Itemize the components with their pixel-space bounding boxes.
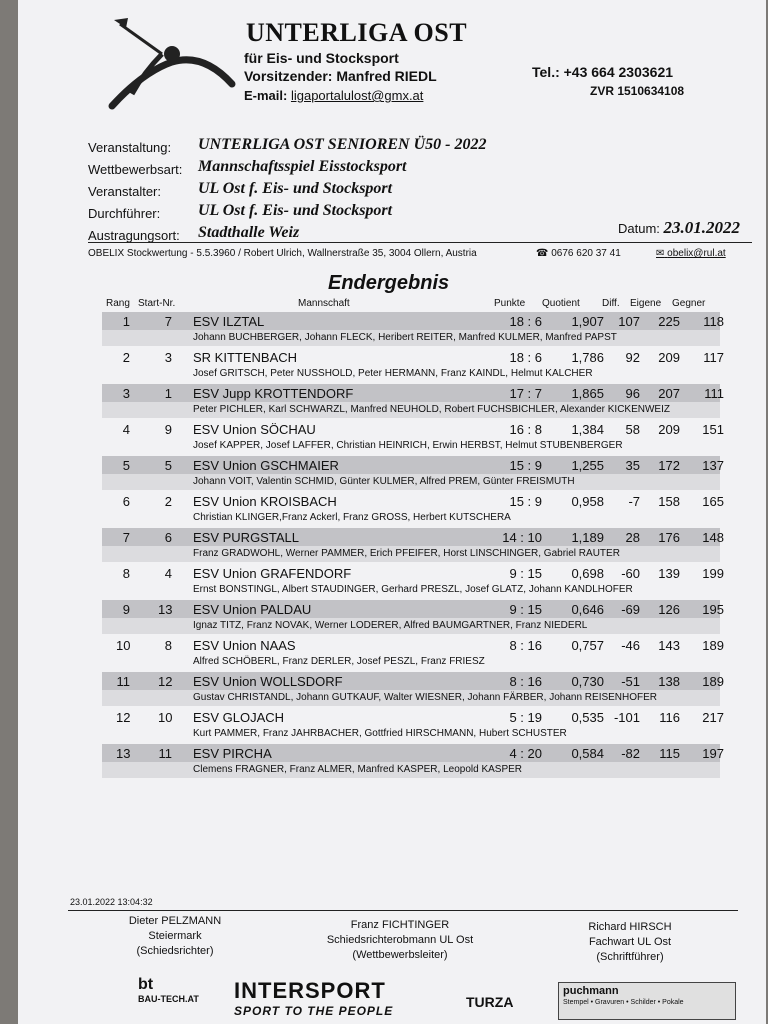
cell-rang: 12 <box>116 710 131 725</box>
software-line <box>88 248 752 259</box>
cell-eigene: 176 <box>658 530 680 545</box>
cell-start: 9 <box>164 422 172 437</box>
phone-text: 0676 620 37 41 <box>551 248 621 259</box>
cell-gegner: 151 <box>702 422 724 437</box>
cell-punkte: 5 : 19 <box>509 710 542 725</box>
cell-quotient: 0,730 <box>571 674 604 689</box>
cell-punkte: 18 : 6 <box>509 314 542 329</box>
chair-label: Vorsitzender: <box>244 68 333 84</box>
cell-punkte: 16 : 8 <box>509 422 542 437</box>
signature-referee <box>110 914 240 959</box>
cell-rang: 6 <box>122 494 130 509</box>
intersport-logo-text: INTERSPORT <box>234 978 386 1003</box>
col-start: Start-Nr. <box>138 298 176 309</box>
cell-name: SR KITTENBACH <box>193 350 298 365</box>
cell-gegner: 148 <box>702 530 724 545</box>
team-players: Alfred SCHÖBERL, Franz DERLER, Josef PESZL, Franz FRIESZ <box>193 656 485 667</box>
cell-quotient: 1,786 <box>571 350 604 365</box>
cell-start: 7 <box>164 314 172 329</box>
signature-secretary <box>560 920 700 965</box>
team-row <box>102 456 724 490</box>
sponsor-bautech <box>138 976 199 1004</box>
obelix-email-link[interactable] <box>656 248 726 259</box>
col-quotient: Quotient <box>542 298 580 309</box>
sponsor-intersport <box>234 978 393 1018</box>
result-sheet <box>18 0 766 1024</box>
team-players: Christian KLINGER,Franz Ackerl, Franz GROSS, Herbert KUTSCHERA <box>193 512 511 523</box>
sig-name: Franz FICHTINGER <box>350 919 450 931</box>
cell-diff: 92 <box>625 350 640 365</box>
cell-name: ESV PURGSTALL <box>193 530 299 545</box>
cell-quotient: 1,189 <box>571 530 604 545</box>
cell-eigene: 172 <box>658 458 680 473</box>
team-row <box>102 744 724 778</box>
cell-start: 6 <box>164 530 172 545</box>
info-label: Veranstalter: <box>88 184 161 199</box>
team-players: Peter PICHLER, Karl SCHWARZL, Manfred NEUHOLD, Robert FUCHSBICHLER, Alexander KICKENWEIZ <box>193 404 670 415</box>
cell-punkte: 9 : 15 <box>509 566 542 581</box>
cell-start: 5 <box>164 458 172 473</box>
sig-function: (Schiedsrichter) <box>136 945 214 957</box>
info-value: Stadthalle Weiz <box>198 224 300 241</box>
cell-diff: -60 <box>621 566 640 581</box>
cell-rang: 7 <box>122 530 130 545</box>
team-row <box>102 312 724 346</box>
cell-start: 8 <box>164 638 172 653</box>
sig-function: (Schriftführer) <box>596 951 664 963</box>
league-title: UNTERLIGA OST <box>246 18 468 47</box>
team-players: Johann VOIT, Valentin SCHMID, Günter KULMER, Alfred PREM, Günter FREISMUTH <box>193 476 575 487</box>
cell-name: ESV Jupp KROTTENDORF <box>193 386 354 401</box>
sig-function: (Wettbewerbsleiter) <box>352 949 448 961</box>
col-team: Mannschaft <box>298 298 350 309</box>
team-players: Ignaz TITZ, Franz NOVAK, Werner LODERER, Alfred BAUMGARTNER, Franz NIEDERL <box>193 620 588 631</box>
puchmann-tagline: Stempel • Gravuren • Schilder • Pokale <box>563 999 684 1006</box>
team-row <box>102 708 724 742</box>
cell-start: 13 <box>158 602 173 617</box>
info-value: UNTERLIGA OST SENIOREN Ü50 - 2022 <box>198 136 487 153</box>
cell-rang: 9 <box>122 602 130 617</box>
cell-start: 11 <box>158 746 172 761</box>
divider <box>88 242 752 243</box>
cell-name: ESV PIRCHA <box>193 746 272 761</box>
team-players: Clemens FRAGNER, Franz ALMER, Manfred KASPER, Leopold KASPER <box>193 764 523 775</box>
cell-eigene: 126 <box>658 602 680 617</box>
team-players: Kurt PAMMER, Franz JAHRBACHER, Gottfried HIRSCHMANN, Hubert SCHUSTER <box>193 728 567 739</box>
cell-quotient: 1,384 <box>571 422 604 437</box>
cell-rang: 10 <box>116 638 131 653</box>
cell-rang: 13 <box>116 746 131 761</box>
phone-icon: ☎ <box>536 248 549 259</box>
team-players: Gustav CHRISTANDL, Johann GUTKAUF, Walter WIESNER, Johann FÄRBER, Johann REISENHOFER <box>193 692 658 703</box>
cell-gegner: 117 <box>703 350 724 365</box>
cell-eigene: 225 <box>658 314 680 329</box>
cell-rang: 2 <box>122 350 130 365</box>
cell-quotient: 0,698 <box>571 566 604 581</box>
cell-gegner: 111 <box>704 386 724 401</box>
cell-name: ESV ILZTAL <box>193 314 265 329</box>
cell-gegner: 197 <box>702 746 724 761</box>
cell-quotient: 0,958 <box>571 494 604 509</box>
cell-name: ESV Union GRAFENDORF <box>193 566 352 581</box>
cell-eigene: 115 <box>659 746 680 761</box>
info-row-wettbewerbsart <box>88 158 748 180</box>
cell-punkte: 4 : 20 <box>509 746 542 761</box>
sig-name: Dieter PELZMANN <box>128 915 222 927</box>
cell-name: ESV Union GSCHMAIER <box>193 458 339 473</box>
col-punkte: Punkte <box>494 298 526 309</box>
cell-punkte: 15 : 9 <box>509 458 542 473</box>
cell-gegner: 199 <box>702 566 724 581</box>
cell-start: 2 <box>164 494 172 509</box>
team-players: Josef GRITSCH, Peter NUSSHOLD, Peter HERMANN, Franz KAINDL, Helmut KALCHER <box>193 368 593 379</box>
team-row <box>102 636 724 670</box>
cell-start: 1 <box>164 386 172 401</box>
info-label: Austragungsort: <box>88 228 180 243</box>
phone-number <box>536 248 621 259</box>
cell-eigene: 158 <box>658 494 680 509</box>
col-gegner: Gegner <box>672 298 706 309</box>
info-value: Mannschaftsspiel Eisstocksport <box>198 158 407 175</box>
puchmann-logo-text: puchmann <box>563 985 619 997</box>
cell-start: 10 <box>158 710 173 725</box>
team-players: Johann BUCHBERGER, Johann FLECK, Heribert REITER, Manfred KULMER, Manfred PAPST <box>193 332 617 343</box>
cell-gegner: 217 <box>702 710 724 725</box>
cell-punkte: 17 : 7 <box>509 386 542 401</box>
sponsor-puchmann <box>558 982 736 1020</box>
cell-punkte: 8 : 16 <box>509 638 542 653</box>
cell-eigene: 209 <box>658 422 680 437</box>
chair-name: Manfred RIEDL <box>336 68 437 84</box>
team-row <box>102 564 724 598</box>
team-row <box>102 384 724 418</box>
cell-gegner: 137 <box>702 458 724 473</box>
cell-punkte: 15 : 9 <box>509 494 542 509</box>
team-players: Josef KAPPER, Josef LAFFER, Christian HEINRICH, Erwin HERBST, Helmut STUBENBERGER <box>193 440 623 451</box>
date-value: 23.01.2022 <box>663 218 741 237</box>
info-value: UL Ost f. Eis- und Stocksport <box>198 180 393 197</box>
cell-quotient: 0,584 <box>571 746 604 761</box>
cell-diff: 35 <box>625 458 640 473</box>
sig-role: Steiermark <box>148 930 202 942</box>
cell-eigene: 143 <box>658 638 680 653</box>
col-rang: Rang <box>106 298 130 309</box>
cell-diff: -51 <box>621 674 640 689</box>
team-row <box>102 672 724 706</box>
cell-punkte: 18 : 6 <box>509 350 542 365</box>
email-link[interactable]: ligaportalulost@gmx.at <box>290 88 424 103</box>
cell-punkte: 9 : 15 <box>509 602 542 617</box>
col-diff: Diff. <box>602 298 620 309</box>
col-eigene: Eigene <box>630 298 662 309</box>
sig-role: Schiedsrichterobmann UL Ost <box>326 934 474 946</box>
cell-name: ESV Union WOLLSDORF <box>193 674 343 689</box>
cell-name: ESV Union SÖCHAU <box>193 422 316 437</box>
cell-gegner: 195 <box>702 602 724 617</box>
cell-rang: 1 <box>122 314 130 329</box>
email-label: E-mail: <box>244 88 288 103</box>
cell-diff: 28 <box>625 530 640 545</box>
info-value: UL Ost f. Eis- und Stocksport <box>198 202 393 219</box>
date-label: Datum: <box>618 221 660 236</box>
team-row <box>102 420 724 454</box>
cell-start: 3 <box>164 350 172 365</box>
cell-gegner: 165 <box>702 494 724 509</box>
telephone: Tel.: +43 664 2303621 <box>532 64 674 80</box>
team-players: Franz GRADWOHL, Werner PAMMER, Erich PFEIFER, Horst LINSCHINGER, Gabriel RAUTER <box>193 548 620 559</box>
sig-role: Fachwart UL Ost <box>588 936 672 948</box>
cell-rang: 5 <box>122 458 130 473</box>
cell-diff: -46 <box>621 638 640 653</box>
info-label: Veranstaltung: <box>88 140 172 155</box>
cell-diff: 96 <box>625 386 640 401</box>
cell-diff: -82 <box>621 746 640 761</box>
chair-line <box>244 68 437 84</box>
zvr-number: ZVR 1510634108 <box>590 84 685 98</box>
cell-start: 12 <box>158 674 173 689</box>
cell-name: ESV GLOJACH <box>193 710 285 725</box>
cell-punkte: 8 : 16 <box>509 674 542 689</box>
cell-name: ESV Union NAAS <box>193 638 296 653</box>
cell-diff: -7 <box>628 494 640 509</box>
email-line <box>244 88 423 103</box>
cell-eigene: 138 <box>658 674 680 689</box>
cell-quotient: 1,865 <box>571 386 604 401</box>
team-row <box>102 600 724 634</box>
cell-eigene: 209 <box>658 350 680 365</box>
print-timestamp: 23.01.2022 13:04:32 <box>70 897 153 907</box>
cell-rang: 3 <box>122 386 130 401</box>
software-credit: OBELIX Stockwertung - 5.5.3960 / Robert Ulrich, Wallnerstraße 35, 3004 Ollern, Austria <box>88 248 477 259</box>
cell-gegner: 189 <box>702 638 724 653</box>
sig-name: Richard HIRSCH <box>588 921 672 933</box>
team-row <box>102 528 724 562</box>
info-label: Durchführer: <box>88 206 161 221</box>
bautech-logo-icon: bt <box>138 976 154 993</box>
cell-gegner: 189 <box>702 674 724 689</box>
cell-quotient: 1,907 <box>571 314 604 329</box>
cell-punkte: 14 : 10 <box>502 530 542 545</box>
cell-eigene: 139 <box>658 566 680 581</box>
cell-start: 4 <box>164 566 172 581</box>
cell-eigene: 116 <box>659 710 680 725</box>
cell-diff: 58 <box>625 422 640 437</box>
cell-quotient: 0,535 <box>571 710 604 725</box>
date-field <box>618 218 740 238</box>
info-label: Wettbewerbsart: <box>88 162 183 177</box>
cell-diff: -101 <box>613 710 640 725</box>
team-players: Ernst BONSTINGL, Albert STAUDINGER, Gerhard PRESZL, Josef GLATZ, Johann KANDLHOFER <box>193 584 633 595</box>
obelix-email-text: obelix@rul.at <box>667 248 726 259</box>
cell-rang: 8 <box>122 566 130 581</box>
team-row <box>102 492 724 526</box>
cell-name: ESV Union KROISBACH <box>193 494 337 509</box>
stockschuetze-logo-icon <box>92 14 242 112</box>
cell-name: ESV Union PALDAU <box>193 602 312 617</box>
bautech-text: BAU-TECH.AT <box>138 994 199 1004</box>
footer-divider <box>68 910 738 911</box>
team-row <box>102 348 724 382</box>
result-heading: Endergebnis <box>328 272 450 294</box>
cell-eigene: 207 <box>658 386 680 401</box>
cell-gegner: 118 <box>703 314 724 329</box>
league-subtitle: für Eis- und Stocksport <box>244 50 399 66</box>
cell-quotient: 0,757 <box>571 638 604 653</box>
info-row-veranstaltung <box>88 136 748 158</box>
sponsor-turza: TURZA <box>466 994 514 1010</box>
info-row-veranstalter <box>88 180 748 202</box>
cell-quotient: 1,255 <box>571 458 604 473</box>
cell-rang: 4 <box>122 422 130 437</box>
cell-diff: -69 <box>621 602 640 617</box>
cell-diff: 107 <box>618 314 640 329</box>
intersport-tagline: SPORT TO THE PEOPLE <box>234 1004 394 1018</box>
cell-rang: 11 <box>116 674 130 689</box>
envelope-icon: ✉ <box>656 248 665 259</box>
cell-quotient: 0,646 <box>571 602 604 617</box>
signature-competition-lead <box>310 918 490 963</box>
